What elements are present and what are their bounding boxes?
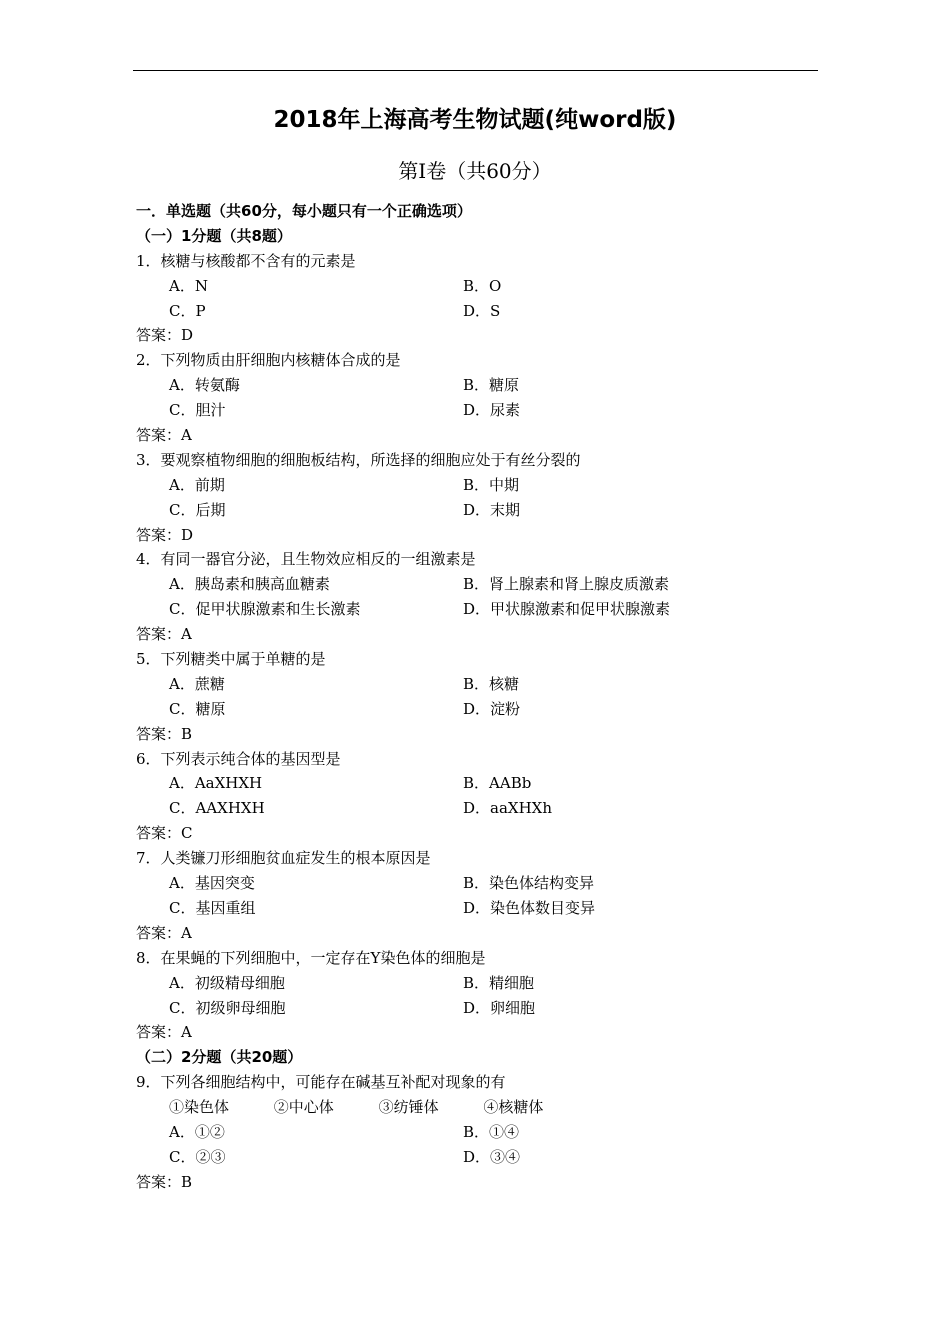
option-c: C．糖原 xyxy=(169,699,226,718)
option-a: A．蔗糖 xyxy=(169,674,225,693)
option-c: C．②③ xyxy=(169,1147,226,1166)
option-row xyxy=(136,672,826,697)
answer-line xyxy=(136,821,826,846)
option-c: C．AAXHXH xyxy=(169,799,265,818)
answer-value: D xyxy=(181,525,194,544)
answer-line xyxy=(136,423,826,448)
option-row xyxy=(136,373,826,398)
option-row xyxy=(136,274,826,299)
option-c: C．胆汁 xyxy=(169,401,226,420)
option-d: D．S xyxy=(463,301,501,320)
answer-line xyxy=(136,622,826,647)
option-row xyxy=(136,498,826,523)
option-c: C．后期 xyxy=(169,500,226,519)
option-d: D．淀粉 xyxy=(463,699,521,718)
question-9 xyxy=(136,1070,826,1194)
option-row xyxy=(136,996,826,1021)
option-c: C．促甲状腺激素和生长激素 xyxy=(169,600,361,619)
answer-value: C xyxy=(181,824,193,843)
option-row xyxy=(136,771,826,796)
q9-item: ①染色体 xyxy=(169,1098,230,1117)
answer-label: 答案： xyxy=(136,525,182,544)
option-a: A．AaXHXH xyxy=(169,774,263,793)
exam-content xyxy=(136,199,826,1195)
document-title: 2018年上海高考生物试题(纯word版) xyxy=(273,107,677,133)
answer-label: 答案： xyxy=(136,426,182,445)
option-d: D．aaXHXh xyxy=(463,799,553,818)
option-d: D．卵细胞 xyxy=(463,998,536,1017)
option-d: D．染色体数目变异 xyxy=(463,898,596,917)
part-heading-2: （二）2分题（共20题） xyxy=(136,1048,303,1067)
option-a: A．基因突变 xyxy=(169,874,255,893)
question-stem: 2．下列物质由肝细胞内核糖体合成的是 xyxy=(136,351,401,370)
answer-label: 答案： xyxy=(136,326,182,345)
option-b: B．O xyxy=(463,276,502,295)
question-stem: 6．下列表示纯合体的基因型是 xyxy=(136,749,341,768)
section-heading: 一．单选题（共60分，每小题只有一个正确选项） xyxy=(136,202,472,220)
answer-line xyxy=(136,323,826,348)
answer-label: 答案： xyxy=(136,724,182,743)
question-stem: 9．下列各细胞结构中，可能存在碱基互补配对现象的有 xyxy=(136,1073,506,1092)
question-stem: 4．有同一器官分泌，且生物效应相反的一组激素是 xyxy=(136,550,476,569)
answer-value: A xyxy=(181,426,192,445)
question-stem: 7．人类镰刀形细胞贫血症发生的根本原因是 xyxy=(136,849,431,868)
option-c: C．初级卵母细胞 xyxy=(169,998,286,1017)
option-a: A．①② xyxy=(169,1122,225,1141)
part-heading-1: （一）1分题（共8题） xyxy=(136,226,292,245)
q9-item: ②中心体 xyxy=(273,1098,334,1117)
option-d: D．尿素 xyxy=(463,401,521,420)
option-row xyxy=(136,572,826,597)
option-c: C．基因重组 xyxy=(169,898,256,917)
answer-value: A xyxy=(181,923,192,942)
answer-label: 答案： xyxy=(136,625,182,644)
answer-label: 答案： xyxy=(136,923,182,942)
question-6 xyxy=(136,747,826,847)
question-stem: 1．核糖与核酸都不含有的元素是 xyxy=(136,251,356,270)
option-row xyxy=(136,597,826,622)
header-rule xyxy=(133,70,818,71)
option-b: B．精细胞 xyxy=(463,973,535,992)
volume-subtitle: 第I卷（共60分） xyxy=(398,159,552,183)
option-b: B．核糖 xyxy=(463,674,520,693)
option-row xyxy=(136,299,826,324)
option-row xyxy=(136,398,826,423)
question-stem: 8．在果蝇的下列细胞中，一定存在Y染色体的细胞是 xyxy=(136,948,486,967)
option-row xyxy=(136,473,826,498)
question-5 xyxy=(136,647,826,747)
answer-line xyxy=(136,1020,826,1045)
option-row xyxy=(136,896,826,921)
question-8 xyxy=(136,946,826,1046)
q9-item: ④核糖体 xyxy=(483,1098,544,1117)
option-a: A．初级精母细胞 xyxy=(169,973,285,992)
option-c: C．P xyxy=(169,301,206,320)
q9-item: ③纺锤体 xyxy=(378,1098,439,1117)
option-row xyxy=(136,796,826,821)
answer-line xyxy=(136,523,826,548)
option-d: D．甲状腺激素和促甲状腺激素 xyxy=(463,600,671,619)
question-4 xyxy=(136,547,826,647)
option-b: B．①④ xyxy=(463,1122,520,1141)
question-2 xyxy=(136,348,826,448)
answer-label: 答案： xyxy=(136,824,182,843)
answer-value: A xyxy=(181,625,192,644)
question-list-part-1 xyxy=(136,249,826,1046)
q9-structure-items xyxy=(136,1095,826,1120)
answer-label: 答案： xyxy=(136,1023,182,1042)
answer-value: A xyxy=(181,1023,192,1042)
option-b: B．肾上腺素和肾上腺皮质激素 xyxy=(463,575,670,594)
option-row xyxy=(136,697,826,722)
option-row xyxy=(136,871,826,896)
option-row xyxy=(136,1145,826,1170)
question-stem: 5．下列糖类中属于单糖的是 xyxy=(136,650,326,669)
option-a: A．转氨酶 xyxy=(169,376,240,395)
answer-line xyxy=(136,722,826,747)
option-d: D．末期 xyxy=(463,500,521,519)
option-row xyxy=(136,971,826,996)
question-7 xyxy=(136,846,826,946)
answer-line xyxy=(136,921,826,946)
option-a: A．前期 xyxy=(169,475,225,494)
question-1 xyxy=(136,249,826,349)
option-d: D．③④ xyxy=(463,1147,521,1166)
answer-line xyxy=(136,1170,826,1195)
option-a: A．N xyxy=(169,276,208,295)
option-b: B．糖原 xyxy=(463,376,520,395)
question-stem: 3．要观察植物细胞的细胞板结构，所选择的细胞应处于有丝分裂的 xyxy=(136,450,581,469)
answer-value: B xyxy=(181,1172,193,1191)
answer-label: 答案： xyxy=(136,1172,182,1191)
option-a: A．胰岛素和胰高血糖素 xyxy=(169,575,330,594)
question-3 xyxy=(136,448,826,548)
answer-value: D xyxy=(181,326,194,345)
option-b: B．染色体结构变异 xyxy=(463,874,595,893)
option-b: B．中期 xyxy=(463,475,520,494)
answer-value: B xyxy=(181,724,193,743)
option-row xyxy=(136,1120,826,1145)
option-b: B．AABb xyxy=(463,774,532,793)
